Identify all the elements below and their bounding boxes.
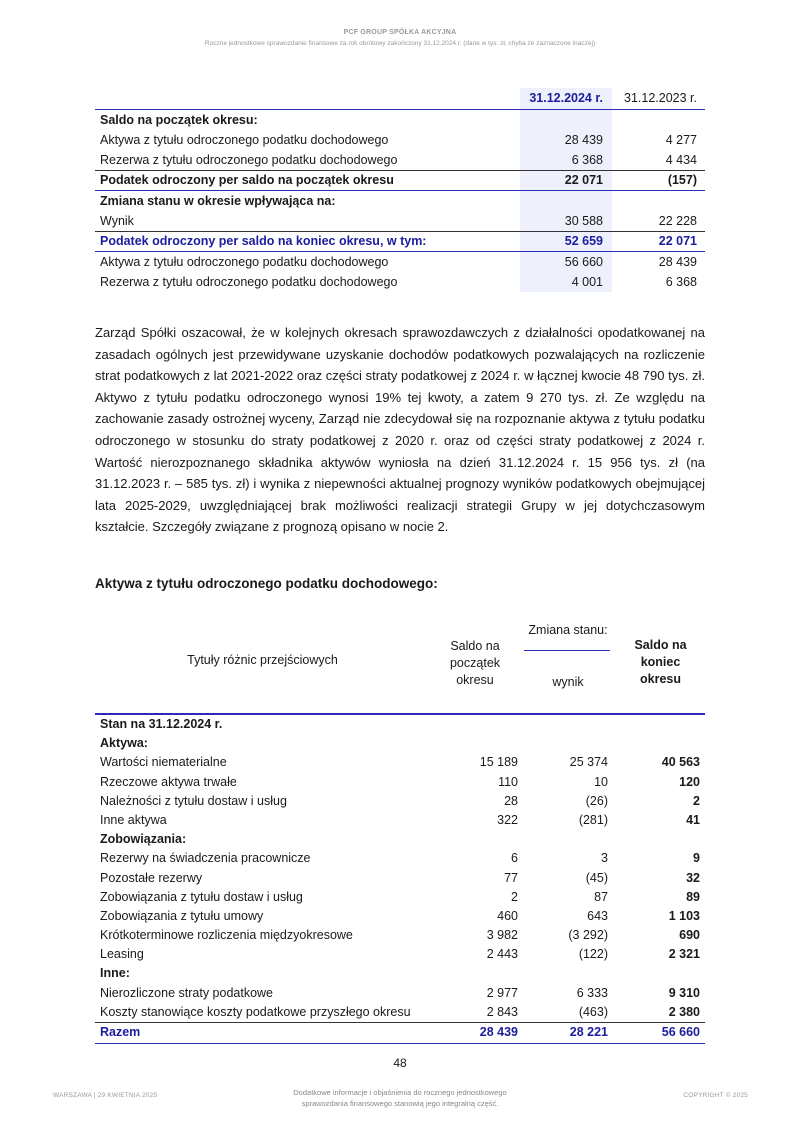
deferred-tax-assets-table [95, 713, 705, 1044]
table-row [95, 907, 705, 926]
cell-2024: 6 368 [520, 150, 612, 170]
cell-2023: 6 368 [665, 275, 697, 289]
cell-saldo-koniec: 32 [686, 870, 700, 885]
row-label: Rzeczowe aktywa trwałe [100, 774, 237, 789]
cell-2023: 4 434 [665, 153, 697, 167]
page-number: 48 [393, 1056, 407, 1070]
row-label: Aktywa z tytułu odroczonego podatku dochodowego [100, 133, 389, 147]
row-label: Pozostałe rezerwy [100, 870, 203, 885]
cell-saldo-poczatek: 6 [511, 851, 518, 866]
deferred-tax-summary-table [95, 88, 705, 292]
header-line: okresu [640, 672, 681, 686]
cell-2023 [612, 191, 705, 211]
cell-saldo-koniec: 2 380 [668, 1004, 700, 1019]
cell-wynik: 25 374 [569, 755, 608, 770]
cell-saldo-poczatek: 2 [511, 889, 518, 904]
table-row [95, 869, 705, 888]
header-line: okresu [456, 673, 494, 687]
table-row [95, 1003, 705, 1022]
cell-saldo-poczatek: 322 [497, 812, 518, 827]
table-row [95, 888, 705, 907]
cell-wynik: (26) [585, 793, 608, 808]
cell-saldo-poczatek: 77 [504, 870, 518, 885]
row-label: Aktywa z tytułu odroczonego podatku dochodowego [100, 255, 389, 269]
cell-saldo-koniec: 690 [679, 928, 700, 943]
header-line: Saldo na [450, 639, 500, 653]
section-title: Aktywa z tytułu odroczonego podatku dochodowego: [95, 576, 438, 591]
row-label: Aktywa: [100, 736, 148, 751]
table-row [95, 715, 705, 734]
cell-saldo-poczatek: 3 982 [486, 928, 518, 943]
cell-saldo-koniec: 2 321 [668, 947, 700, 962]
footer-right: COPYRIGHT © 2025 [683, 1092, 748, 1099]
row-label: Nierozliczone straty podatkowe [100, 985, 273, 1000]
header-zmiana-rule [524, 650, 610, 651]
table1-col1-header: 31.12.2024 r. [520, 88, 612, 109]
cell-saldo-koniec: 1 103 [668, 908, 700, 923]
row-label: Rezerwa z tytułu odroczonego podatku dochodowego [100, 153, 398, 167]
table-row [95, 945, 705, 964]
row-label: Należności z tytułu dostaw i usług [100, 793, 287, 808]
table-row [95, 926, 705, 945]
cell-saldo-koniec: 2 [693, 793, 700, 808]
row-label: Inne aktywa [100, 812, 167, 827]
table-row [95, 191, 705, 211]
header-subtitle: Roczne jednostkowe sprawozdanie finansowe za rok obrotowy zakończony 31.12.2024 r. (dane w tys. zł, chyba że zaznaczone inaczej) [204, 40, 596, 47]
cell-wynik: (122) [578, 947, 608, 962]
footer-center-line: Dodatkowe informacje i objaśnienia do rocznego jednostkowego [293, 1088, 507, 1097]
table-row [95, 150, 705, 170]
cell-2024: 52 659 [520, 232, 612, 251]
cell-saldo-poczatek: 2 443 [486, 947, 518, 962]
cell-wynik: (3 292) [568, 928, 608, 943]
row-label: Zmiana stanu w okresie wpływająca na: [100, 194, 336, 208]
cell-wynik: 28 221 [569, 1025, 608, 1039]
table-row [95, 734, 705, 753]
cell-wynik: 87 [594, 889, 608, 904]
table-row [95, 964, 705, 983]
cell-2023: 22 071 [658, 234, 697, 248]
deferred-tax-assets-table-header [95, 620, 705, 712]
row-label: Zobowiązania: [100, 832, 187, 847]
cell-2024: 56 660 [520, 252, 612, 272]
table1-col2-header: 31.12.2023 r. [624, 91, 697, 105]
table-row [95, 753, 705, 772]
table1-header-row [95, 88, 705, 109]
cell-saldo-koniec: 9 310 [668, 985, 700, 1000]
cell-saldo-koniec: 40 563 [661, 755, 700, 770]
row-label: Wartości niematerialne [100, 755, 227, 770]
footer-center-line: sprawozdania finansowego stanowią jego integralną część. [301, 1099, 499, 1108]
cell-saldo-poczatek: 15 189 [479, 755, 518, 770]
cell-wynik: 10 [594, 774, 608, 789]
row-label: Koszty stanowiące koszty podatkowe przyszłego okresu [100, 1004, 411, 1019]
header-line: początek [449, 656, 501, 670]
row-label: Leasing [100, 947, 144, 962]
table-total-row [95, 1022, 705, 1044]
cell-2023: 22 228 [658, 214, 697, 228]
row-label: Rezerwy na świadczenia pracownicze [100, 851, 311, 866]
cell-2023: (157) [667, 173, 697, 187]
row-label: Razem [100, 1025, 141, 1039]
header-company: PCF GROUP SPÓŁKA AKCYJNA [343, 29, 457, 36]
table-row [95, 211, 705, 231]
cell-wynik: (281) [578, 812, 608, 827]
cell-wynik: 643 [587, 908, 608, 923]
table-row [95, 272, 705, 292]
table-row [95, 811, 705, 830]
cell-saldo-poczatek: 460 [497, 908, 518, 923]
header-wynik: wynik [552, 675, 584, 689]
cell-saldo-poczatek: 2 977 [486, 985, 518, 1000]
cell-saldo-poczatek: 110 [498, 774, 518, 789]
header-line: koniec [640, 655, 681, 669]
header-tytuly: Tytuły różnic przejściowych [187, 653, 338, 667]
cell-saldo-poczatek: 28 439 [479, 1025, 518, 1039]
header-line: Saldo na [634, 638, 687, 652]
row-label: Wynik [100, 214, 134, 228]
row-label: Podatek odroczony per saldo na koniec okresu, w tym: [100, 234, 427, 248]
row-label: Inne: [100, 966, 130, 981]
table-row [95, 792, 705, 811]
cell-2023: 4 277 [665, 133, 697, 147]
cell-saldo-poczatek: 28 [504, 793, 518, 808]
cell-2024: 22 071 [520, 171, 612, 190]
table-row [95, 252, 705, 272]
table-row [95, 170, 705, 191]
header-saldo-koniec [616, 637, 705, 688]
header-saldo-poczatek [430, 638, 520, 689]
cell-saldo-koniec: 56 660 [661, 1025, 700, 1039]
row-label: Saldo na początek okresu: [100, 113, 258, 127]
table-row [95, 849, 705, 868]
cell-2024 [520, 191, 612, 211]
row-label: Stan na 31.12.2024 r. [100, 717, 223, 731]
cell-saldo-poczatek: 2 843 [486, 1004, 518, 1019]
cell-2024: 30 588 [520, 211, 612, 231]
cell-wynik: (45) [585, 870, 608, 885]
cell-saldo-koniec: 120 [679, 774, 700, 789]
row-label: Krótkoterminowe rozliczenia międzyokresowe [100, 928, 353, 943]
cell-saldo-koniec: 41 [686, 812, 700, 827]
row-label: Podatek odroczony per saldo na początek okresu [100, 173, 394, 187]
row-label: Zobowiązania z tytułu dostaw i usług [100, 889, 303, 904]
footer-center [250, 1087, 550, 1109]
footer-left: WARSZAWA | 29 KWIETNIA 2025 [53, 1092, 158, 1099]
table-row [95, 984, 705, 1003]
cell-2023: 28 439 [658, 255, 697, 269]
cell-wynik: 6 333 [576, 985, 608, 1000]
body-paragraph: Zarząd Spółki oszacował, że w kolejnych okresach sprawozdawczych z działalności opodatkowanej na zasadach ogólnych jest przewidywane uzyskanie dochodów podatkowych pozwalających na rozliczenie strat podatkowych z lat 2021-2022 oraz części straty podatkowej z 2024 r. w łącznej kwocie 48 790 tys. zł. Aktywo z tytułu podatku odroczonego wynosi 19% tej kwoty, a zatem 9 270 tys. zł. Ze względu na zachowanie zasady ostrożnej wyceny, Zarząd nie zdecydował się na rozpoznanie aktywa z tytułu podatku odroczonego w stosunku do straty podatkowej z 2020 r. oraz od części straty podatkowej z 2024 r. Wartość nierozpoznanego składnika aktywów wyniosła na dzień 31.12.2024 r. 15 956 tys. zł (na 31.12.2023 r. – 585 tys. zł) i wynika z niepewności aktualnej prognozy wyników podatkowych obejmującej lata 2025-2029, uwzględniającej brak możliwości realizacji strategii Grupy w jej dotychczasowym kształcie. Szczegóły związane z prognozą opisano w nocie 2. [95, 325, 705, 535]
cell-wynik: (463) [578, 1004, 608, 1019]
cell-2024: 4 001 [520, 272, 612, 292]
cell-2024 [520, 110, 612, 130]
cell-saldo-koniec: 89 [686, 889, 700, 904]
cell-2024: 28 439 [520, 130, 612, 150]
table-row [95, 130, 705, 150]
header-zmiana-stanu: Zmiana stanu: [528, 623, 608, 637]
cell-saldo-koniec: 9 [693, 851, 700, 866]
table-row [95, 830, 705, 849]
table-row [95, 231, 705, 252]
cell-wynik: 3 [601, 851, 608, 866]
row-label: Zobowiązania z tytułu umowy [100, 908, 264, 923]
row-label: Rezerwa z tytułu odroczonego podatku dochodowego [100, 275, 398, 289]
table-row [95, 773, 705, 792]
table-row [95, 110, 705, 130]
cell-2023 [612, 110, 705, 130]
